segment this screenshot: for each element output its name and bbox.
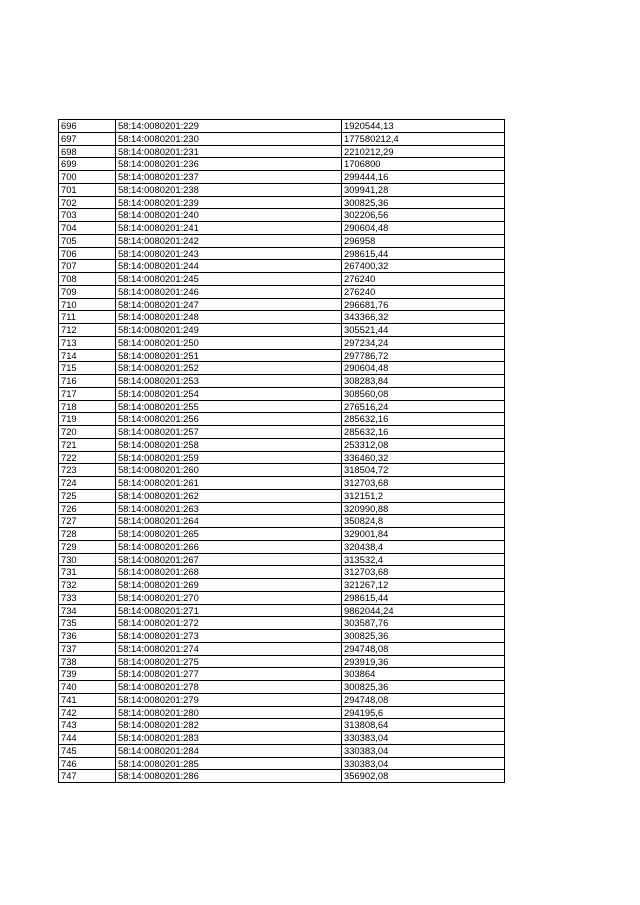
value-cell: 309941,28 bbox=[342, 183, 505, 196]
row-number-cell: 723 bbox=[59, 464, 116, 477]
value-cell: 303864 bbox=[342, 668, 505, 681]
cadastral-number-cell: 58:14:0080201:231 bbox=[116, 145, 342, 158]
table-row bbox=[59, 477, 505, 490]
row-number-cell: 714 bbox=[59, 349, 116, 362]
row-number-cell: 725 bbox=[59, 489, 116, 502]
cadastral-number-cell: 58:14:0080201:279 bbox=[116, 693, 342, 706]
value-cell: 293919,36 bbox=[342, 655, 505, 668]
value-cell: 305521,44 bbox=[342, 324, 505, 337]
row-number-cell: 727 bbox=[59, 515, 116, 528]
cadastral-number-cell: 58:14:0080201:263 bbox=[116, 502, 342, 515]
row-number-cell: 733 bbox=[59, 591, 116, 604]
value-cell: 330383,04 bbox=[342, 744, 505, 757]
cadastral-number-cell: 58:14:0080201:258 bbox=[116, 438, 342, 451]
row-number-cell: 745 bbox=[59, 744, 116, 757]
row-number-cell: 718 bbox=[59, 400, 116, 413]
table-row bbox=[59, 209, 505, 222]
table-row bbox=[59, 438, 505, 451]
row-number-cell: 698 bbox=[59, 145, 116, 158]
cadastral-number-cell: 58:14:0080201:253 bbox=[116, 375, 342, 388]
row-number-cell: 728 bbox=[59, 528, 116, 541]
table-row bbox=[59, 579, 505, 592]
row-number-cell: 703 bbox=[59, 209, 116, 222]
value-cell: 294748,08 bbox=[342, 642, 505, 655]
value-cell: 303587,76 bbox=[342, 617, 505, 630]
cadastral-number-cell: 58:14:0080201:256 bbox=[116, 413, 342, 426]
table-row bbox=[59, 298, 505, 311]
table-row bbox=[59, 375, 505, 388]
value-cell: 267400,32 bbox=[342, 260, 505, 273]
value-cell: 276240 bbox=[342, 273, 505, 286]
cadastral-value-table bbox=[58, 119, 505, 783]
row-number-cell: 701 bbox=[59, 183, 116, 196]
row-number-cell: 715 bbox=[59, 362, 116, 375]
table-row bbox=[59, 489, 505, 502]
row-number-cell: 746 bbox=[59, 757, 116, 770]
row-number-cell: 747 bbox=[59, 770, 116, 783]
row-number-cell: 739 bbox=[59, 668, 116, 681]
cadastral-number-cell: 58:14:0080201:242 bbox=[116, 234, 342, 247]
cadastral-number-cell: 58:14:0080201:272 bbox=[116, 617, 342, 630]
cadastral-number-cell: 58:14:0080201:229 bbox=[116, 120, 342, 133]
row-number-cell: 736 bbox=[59, 630, 116, 643]
table-row bbox=[59, 362, 505, 375]
table-row bbox=[59, 693, 505, 706]
row-number-cell: 732 bbox=[59, 579, 116, 592]
table-row bbox=[59, 145, 505, 158]
table-row bbox=[59, 120, 505, 133]
table-row bbox=[59, 464, 505, 477]
row-number-cell: 697 bbox=[59, 132, 116, 145]
table-row bbox=[59, 387, 505, 400]
cadastral-number-cell: 58:14:0080201:249 bbox=[116, 324, 342, 337]
row-number-cell: 724 bbox=[59, 477, 116, 490]
table-row bbox=[59, 540, 505, 553]
cadastral-number-cell: 58:14:0080201:252 bbox=[116, 362, 342, 375]
table-row bbox=[59, 604, 505, 617]
row-number-cell: 716 bbox=[59, 375, 116, 388]
table-row bbox=[59, 158, 505, 171]
row-number-cell: 717 bbox=[59, 387, 116, 400]
cadastral-number-cell: 58:14:0080201:251 bbox=[116, 349, 342, 362]
table-row bbox=[59, 681, 505, 694]
table-row bbox=[59, 132, 505, 145]
cadastral-number-cell: 58:14:0080201:283 bbox=[116, 732, 342, 745]
cadastral-number-cell: 58:14:0080201:257 bbox=[116, 426, 342, 439]
value-cell: 312703,68 bbox=[342, 477, 505, 490]
cadastral-number-cell: 58:14:0080201:237 bbox=[116, 171, 342, 184]
table-row bbox=[59, 413, 505, 426]
cadastral-number-cell: 58:14:0080201:278 bbox=[116, 681, 342, 694]
value-cell: 290604,48 bbox=[342, 362, 505, 375]
table-row bbox=[59, 655, 505, 668]
table-row bbox=[59, 273, 505, 286]
row-number-cell: 744 bbox=[59, 732, 116, 745]
row-number-cell: 743 bbox=[59, 719, 116, 732]
row-number-cell: 713 bbox=[59, 336, 116, 349]
value-cell: 321267,12 bbox=[342, 579, 505, 592]
table-row bbox=[59, 515, 505, 528]
cadastral-number-cell: 58:14:0080201:238 bbox=[116, 183, 342, 196]
row-number-cell: 742 bbox=[59, 706, 116, 719]
cadastral-number-cell: 58:14:0080201:246 bbox=[116, 285, 342, 298]
table-row bbox=[59, 553, 505, 566]
row-number-cell: 721 bbox=[59, 438, 116, 451]
table-row bbox=[59, 757, 505, 770]
table-row bbox=[59, 744, 505, 757]
row-number-cell: 712 bbox=[59, 324, 116, 337]
value-cell: 312703,68 bbox=[342, 566, 505, 579]
value-cell: 308283,84 bbox=[342, 375, 505, 388]
table-row bbox=[59, 528, 505, 541]
row-number-cell: 700 bbox=[59, 171, 116, 184]
value-cell: 320990,88 bbox=[342, 502, 505, 515]
cadastral-number-cell: 58:14:0080201:261 bbox=[116, 477, 342, 490]
value-cell: 285632,16 bbox=[342, 426, 505, 439]
value-cell: 300825,36 bbox=[342, 196, 505, 209]
value-cell: 296681,76 bbox=[342, 298, 505, 311]
value-cell: 285632,16 bbox=[342, 413, 505, 426]
row-number-cell: 702 bbox=[59, 196, 116, 209]
row-number-cell: 709 bbox=[59, 285, 116, 298]
cadastral-number-cell: 58:14:0080201:282 bbox=[116, 719, 342, 732]
value-cell: 313808,64 bbox=[342, 719, 505, 732]
table-row bbox=[59, 285, 505, 298]
table-row bbox=[59, 324, 505, 337]
value-cell: 2210212,29 bbox=[342, 145, 505, 158]
value-cell: 308560,08 bbox=[342, 387, 505, 400]
row-number-cell: 720 bbox=[59, 426, 116, 439]
table-row bbox=[59, 732, 505, 745]
row-number-cell: 729 bbox=[59, 540, 116, 553]
table-row bbox=[59, 196, 505, 209]
table-row bbox=[59, 719, 505, 732]
cadastral-number-cell: 58:14:0080201:285 bbox=[116, 757, 342, 770]
value-cell: 298615,44 bbox=[342, 247, 505, 260]
cadastral-number-cell: 58:14:0080201:245 bbox=[116, 273, 342, 286]
row-number-cell: 738 bbox=[59, 655, 116, 668]
cadastral-number-cell: 58:14:0080201:271 bbox=[116, 604, 342, 617]
table-row bbox=[59, 247, 505, 260]
table-row bbox=[59, 630, 505, 643]
row-number-cell: 722 bbox=[59, 451, 116, 464]
table-row bbox=[59, 502, 505, 515]
value-cell: 350824,8 bbox=[342, 515, 505, 528]
value-cell: 336460,32 bbox=[342, 451, 505, 464]
value-cell: 329001,84 bbox=[342, 528, 505, 541]
row-number-cell: 719 bbox=[59, 413, 116, 426]
table-row bbox=[59, 222, 505, 235]
value-cell: 318504,72 bbox=[342, 464, 505, 477]
row-number-cell: 740 bbox=[59, 681, 116, 694]
value-cell: 253312,08 bbox=[342, 438, 505, 451]
row-number-cell: 699 bbox=[59, 158, 116, 171]
cadastral-number-cell: 58:14:0080201:270 bbox=[116, 591, 342, 604]
table-row bbox=[59, 311, 505, 324]
value-cell: 1920544,13 bbox=[342, 120, 505, 133]
table-row bbox=[59, 642, 505, 655]
row-number-cell: 711 bbox=[59, 311, 116, 324]
table-row bbox=[59, 668, 505, 681]
value-cell: 302206,56 bbox=[342, 209, 505, 222]
value-cell: 177580212,4 bbox=[342, 132, 505, 145]
cadastral-number-cell: 58:14:0080201:273 bbox=[116, 630, 342, 643]
value-cell: 296958 bbox=[342, 234, 505, 247]
cadastral-number-cell: 58:14:0080201:239 bbox=[116, 196, 342, 209]
cadastral-number-cell: 58:14:0080201:255 bbox=[116, 400, 342, 413]
table-row bbox=[59, 260, 505, 273]
table-row bbox=[59, 770, 505, 783]
row-number-cell: 710 bbox=[59, 298, 116, 311]
cadastral-number-cell: 58:14:0080201:267 bbox=[116, 553, 342, 566]
value-cell: 330383,04 bbox=[342, 732, 505, 745]
cadastral-number-cell: 58:14:0080201:248 bbox=[116, 311, 342, 324]
cadastral-number-cell: 58:14:0080201:250 bbox=[116, 336, 342, 349]
row-number-cell: 730 bbox=[59, 553, 116, 566]
row-number-cell: 734 bbox=[59, 604, 116, 617]
value-cell: 300825,36 bbox=[342, 681, 505, 694]
cadastral-number-cell: 58:14:0080201:280 bbox=[116, 706, 342, 719]
row-number-cell: 696 bbox=[59, 120, 116, 133]
value-cell: 320438,4 bbox=[342, 540, 505, 553]
value-cell: 276240 bbox=[342, 285, 505, 298]
table-body bbox=[59, 120, 505, 783]
row-number-cell: 737 bbox=[59, 642, 116, 655]
table-row bbox=[59, 349, 505, 362]
value-cell: 294195,6 bbox=[342, 706, 505, 719]
table-row bbox=[59, 706, 505, 719]
cadastral-number-cell: 58:14:0080201:230 bbox=[116, 132, 342, 145]
table-row bbox=[59, 451, 505, 464]
cadastral-number-cell: 58:14:0080201:266 bbox=[116, 540, 342, 553]
value-cell: 297234,24 bbox=[342, 336, 505, 349]
cadastral-number-cell: 58:14:0080201:275 bbox=[116, 655, 342, 668]
table-row bbox=[59, 617, 505, 630]
value-cell: 276516,24 bbox=[342, 400, 505, 413]
table-row bbox=[59, 400, 505, 413]
value-cell: 313532,4 bbox=[342, 553, 505, 566]
cadastral-number-cell: 58:14:0080201:286 bbox=[116, 770, 342, 783]
value-cell: 343366,32 bbox=[342, 311, 505, 324]
table-row bbox=[59, 566, 505, 579]
cadastral-number-cell: 58:14:0080201:247 bbox=[116, 298, 342, 311]
row-number-cell: 707 bbox=[59, 260, 116, 273]
value-cell: 9862044,24 bbox=[342, 604, 505, 617]
table-row bbox=[59, 336, 505, 349]
value-cell: 299444,16 bbox=[342, 171, 505, 184]
cadastral-number-cell: 58:14:0080201:236 bbox=[116, 158, 342, 171]
cadastral-number-cell: 58:14:0080201:260 bbox=[116, 464, 342, 477]
value-cell: 1706800 bbox=[342, 158, 505, 171]
table-row bbox=[59, 426, 505, 439]
cadastral-number-cell: 58:14:0080201:254 bbox=[116, 387, 342, 400]
cadastral-number-cell: 58:14:0080201:265 bbox=[116, 528, 342, 541]
table-row bbox=[59, 183, 505, 196]
row-number-cell: 704 bbox=[59, 222, 116, 235]
row-number-cell: 708 bbox=[59, 273, 116, 286]
cadastral-number-cell: 58:14:0080201:240 bbox=[116, 209, 342, 222]
value-cell: 298615,44 bbox=[342, 591, 505, 604]
row-number-cell: 731 bbox=[59, 566, 116, 579]
cadastral-number-cell: 58:14:0080201:274 bbox=[116, 642, 342, 655]
value-cell: 297786,72 bbox=[342, 349, 505, 362]
cadastral-number-cell: 58:14:0080201:277 bbox=[116, 668, 342, 681]
value-cell: 300825,36 bbox=[342, 630, 505, 643]
table-row bbox=[59, 234, 505, 247]
row-number-cell: 735 bbox=[59, 617, 116, 630]
cadastral-number-cell: 58:14:0080201:259 bbox=[116, 451, 342, 464]
table-row bbox=[59, 171, 505, 184]
value-cell: 290604,48 bbox=[342, 222, 505, 235]
cadastral-number-cell: 58:14:0080201:241 bbox=[116, 222, 342, 235]
value-cell: 330383,04 bbox=[342, 757, 505, 770]
value-cell: 294748,08 bbox=[342, 693, 505, 706]
table-row bbox=[59, 591, 505, 604]
row-number-cell: 705 bbox=[59, 234, 116, 247]
row-number-cell: 706 bbox=[59, 247, 116, 260]
cadastral-number-cell: 58:14:0080201:268 bbox=[116, 566, 342, 579]
cadastral-number-cell: 58:14:0080201:264 bbox=[116, 515, 342, 528]
value-cell: 312151,2 bbox=[342, 489, 505, 502]
cadastral-number-cell: 58:14:0080201:243 bbox=[116, 247, 342, 260]
row-number-cell: 726 bbox=[59, 502, 116, 515]
cadastral-number-cell: 58:14:0080201:284 bbox=[116, 744, 342, 757]
row-number-cell: 741 bbox=[59, 693, 116, 706]
cadastral-number-cell: 58:14:0080201:262 bbox=[116, 489, 342, 502]
value-cell: 356902,08 bbox=[342, 770, 505, 783]
cadastral-number-cell: 58:14:0080201:269 bbox=[116, 579, 342, 592]
cadastral-number-cell: 58:14:0080201:244 bbox=[116, 260, 342, 273]
